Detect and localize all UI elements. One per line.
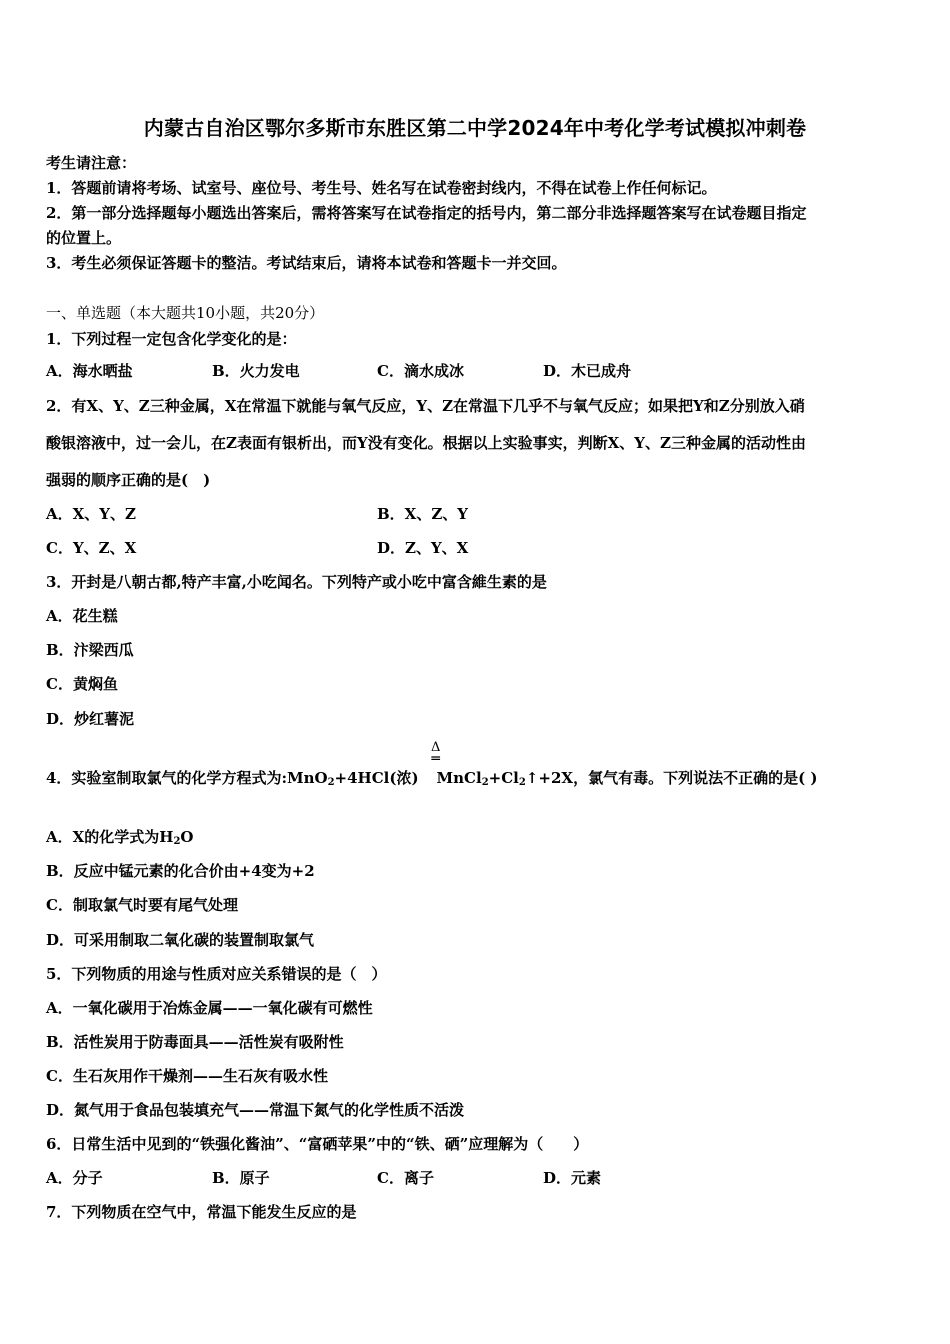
option: B．反应中锰元素的化合价由+4变为+2 xyxy=(46,862,315,880)
option: A．X、Y、Z xyxy=(46,505,136,523)
question-stem: 7．下列物质在空气中，常温下能发生反应的是 xyxy=(46,1203,357,1221)
question-stem: 3．开封是八朝古都,特产丰富,小吃闻名。下列特产或小吃中富含維生素的是 xyxy=(46,573,547,591)
question-stem: 强弱的顺序正确的是( ) xyxy=(46,471,211,489)
option: B．活性炭用于防毒面具——活性炭有吸附性 xyxy=(46,1033,344,1051)
option: A．花生糕 xyxy=(46,607,118,625)
question-stem: 酸银溶液中，过一会儿，在Z表面有银析出，而Y没有变化。根据以上实验事实，判断X、Y、Z三种金属的活动性由 xyxy=(46,434,806,452)
option: A．分子 xyxy=(46,1169,103,1187)
question-stem: 1．下列过程一定包含化学变化的是： xyxy=(46,330,297,348)
option: C．黄焖鱼 xyxy=(46,675,118,693)
option: B．X、Z、Y xyxy=(377,505,468,523)
equals-sign: ═ xyxy=(431,751,440,767)
option: C．离子 xyxy=(377,1169,434,1187)
option: C．滴水成冰 xyxy=(377,362,464,380)
question-stem: 6．日常生活中见到的“铁强化酱油”、“富硒苹果”中的“铁、硒”应理解为（ ） xyxy=(46,1135,589,1153)
option: C．Y、Z、X xyxy=(46,539,137,557)
notice-item: 1．答题前请将考场、试室号、座位号、考生号、姓名写在试卷密封线内，不得在试卷上作任何标记。 xyxy=(46,179,717,197)
option: D．木已成舟 xyxy=(543,362,632,380)
option: D．氮气用于食品包装填充气——常温下氮气的化学性质不活泼 xyxy=(46,1101,465,1119)
option: A．海水晒盐 xyxy=(46,362,133,380)
option: B．原子 xyxy=(212,1169,270,1187)
delta-symbol: Δ xyxy=(431,740,441,755)
page-title: 内蒙古自治区鄂尔多斯市东胜区第二中学2024年中考化学考试模拟冲刺卷 xyxy=(143,116,807,140)
question-stem: 5．下列物质的用途与性质对应关系错误的是（ ） xyxy=(46,965,387,983)
question-stem: 4．实验室制取氯气的化学方程式为:MnO$_2$+4HCl(浓) $MnCl_2+Cl_2↑+2X$，氯气有毒。下列说法不正确的是( ) xyxy=(46,769,818,788)
option: D．元素 xyxy=(543,1169,602,1187)
option: B．汴梁西瓜 xyxy=(46,641,134,659)
notice-heading: 考生请注意： xyxy=(46,154,137,172)
option: D．可采用制取二氧化碳的装置制取氯气 xyxy=(46,931,315,949)
notice-item: 的位置上。 xyxy=(46,229,122,247)
option: D．炒红薯泥 xyxy=(46,710,135,728)
reaction-condition xyxy=(431,740,441,767)
option: B．火力发电 xyxy=(212,362,300,380)
option: D．Z、Y、X xyxy=(377,539,469,557)
option: A．一氧化碳用于冶炼金属——一氧化碳有可燃性 xyxy=(46,999,373,1017)
notice-item: 2．第一部分选择题每小题选出答案后，需将答案写在试卷指定的括号内，第二部分非选择题答案写在试卷题目指定 xyxy=(46,204,807,222)
notice-item: 3．考生必须保证答题卡的整洁。考试结束后，请将本试卷和答题卡一并交回。 xyxy=(46,254,567,272)
option: C．制取氯气时要有尾气处理 xyxy=(46,896,238,914)
section-heading: 一、单选题（本大题共10小题，共20分） xyxy=(46,304,325,322)
option: C．生石灰用作干燥剂——生石灰有吸水性 xyxy=(46,1067,328,1085)
option: A．X的化学式为$H_2O$ xyxy=(46,828,194,847)
question-stem: 2．有X、Y、Z三种金属，X在常温下就能与氧气反应，Y、Z在常温下几乎不与氧气反应；如果把Y和Z分别放入硝 xyxy=(46,397,805,415)
